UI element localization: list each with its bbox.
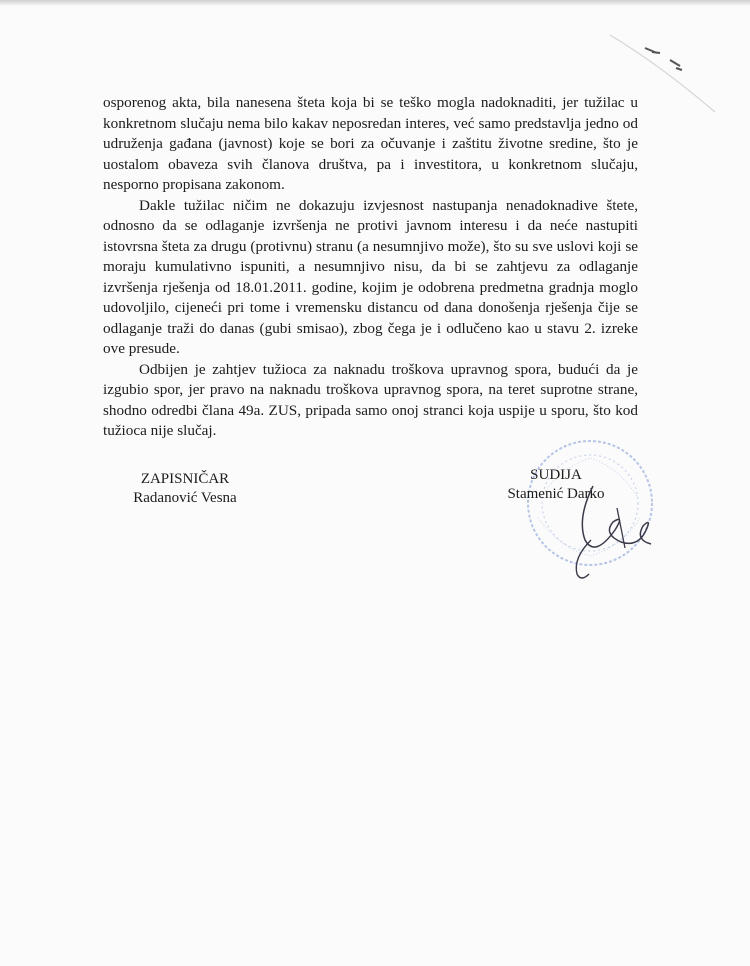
clerk-name: Radanović Vesna <box>133 490 237 506</box>
document-body <box>103 93 638 442</box>
paragraph-3: Odbijen je zahtjev tužioca za naknadu troškova upravnog spora, budući da je izgubio spor, jer pravo na naknadu troškova upravnog spora, na teret suprotne strane, shodno odredbi člana 49a. ZUS, pripada samo onoj stranci koja uspije u sporu, što kod tužioca nije slučaj. <box>103 360 638 439</box>
court-stamp-icon <box>520 428 660 598</box>
clerk-signature-block <box>110 470 260 508</box>
judge-title: SUDIJA <box>530 467 582 483</box>
judge-name: Stamenić Darko <box>507 486 605 502</box>
clerk-title: ZAPISNIČAR <box>140 471 230 487</box>
paragraph-2: Dakle tužilac ničim ne dokazuju izvjesnost nastupanja nenadoknadive štete, odnosno da se odlaganje izvršenja ne protivi javnom interesu i da neće nastupiti istovrsna šteta za drugu (protivnu) stranu (a nesumnjivo može), što su sve uslovi koji se moraju kumulativno ispuniti, a nesumnjivo nisu, da bi se zahtjevu za odlaganje izvršenja rješenja od 18.01.2011. godine, kojim je odobrena predmetna gradnja moglo udovoljilo, cijeneći pri tome i vremensku distancu od dana donošenja rješenja čije se odlaganje traži do danas (gubi smisao), zbog čega je i odlučeno kao u stavu 2. izreke ove presude. <box>103 196 638 357</box>
paragraph-1: osporenog akta, bila nanesena šteta koja bi se teško mogla nadoknaditi, jer tužilac u konkretnom slučaju nema bilo kakav neposredan interes, već samo predstavlja jedno od udruženja gađana (javnost) koje se bori za očuvanje i zaštitu životne sredine, što je uostalom obaveza svih članova društva, pa i investitora, u konkretnom slučaju, nesporno propisana zakonom. <box>103 94 638 193</box>
scan-edge <box>0 0 750 6</box>
judge-signature-block <box>486 466 626 504</box>
